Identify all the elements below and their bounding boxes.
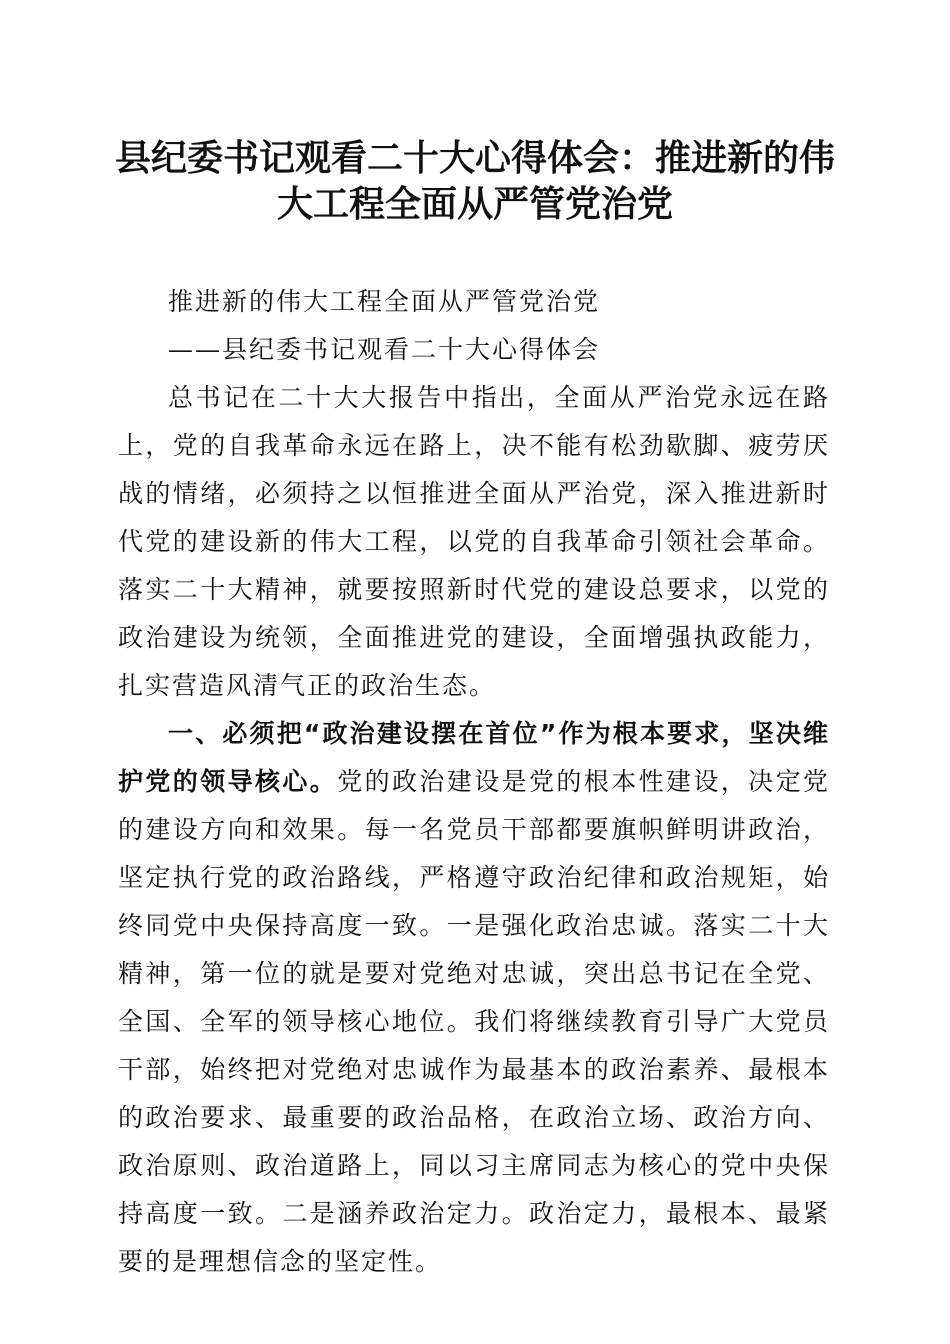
section-1-heading: 一、必须把“政治建设摆在首位”作为根本要求，坚决维护党的领导核心。 <box>118 719 830 796</box>
document-body <box>118 278 830 1286</box>
intro-paragraph: 总书记在二十大大报告中指出，全面从严治党永远在路上，党的自我革命永远在路上，决不能有松劲歇脚、疲劳厌战的情绪，必须持之以恒推进全面从严治党，深入推进新时代党的建设新的伟大工程，以党的自我革命引领社会革命。落实二十大精神，就要按照新时代党的建设总要求，以党的政治建设为统领，全面推进党的建设，全面增强执政能力，扎实营造风清气正的政治生态。 <box>118 383 830 700</box>
section-1-body: 党的政治建设是党的根本性建设，决定党的建设方向和效果。每一名党员干部都要旗帜鲜明讲政治，坚定执行党的政治路线，严格遵守政治纪律和政治规矩，始终同党中央保持高度一致。一是强化政治忠诚。落实二十大精神，第一位的就是要对党绝对忠诚，突出总书记在全党、全国、全军的领导核心地位。我们将继续教育引导广大党员干部，始终把对党绝对忠诚作为最基本的政治素养、最根本的政治要求、最重要的政治品格，在政治立场、政治方向、政治原则、政治道路上，同以习主席同志为核心的党中央保持高度一致。二是涵养政治定力。政治定力，最根本、最紧要的是理想信念的坚定性。 <box>118 767 830 1276</box>
document-title-line-2: 大工程全面从严管党治党 <box>276 183 673 225</box>
document-subtitle: 推进新的伟大工程全面从严管党治党 <box>168 287 601 316</box>
document-title-line-1: 县纪委书记观看二十大心得体会：推进新的伟 <box>114 137 835 179</box>
document-byline: ——县纪委书记观看二十大心得体会 <box>168 335 601 364</box>
section-1-paragraph <box>118 710 830 1286</box>
